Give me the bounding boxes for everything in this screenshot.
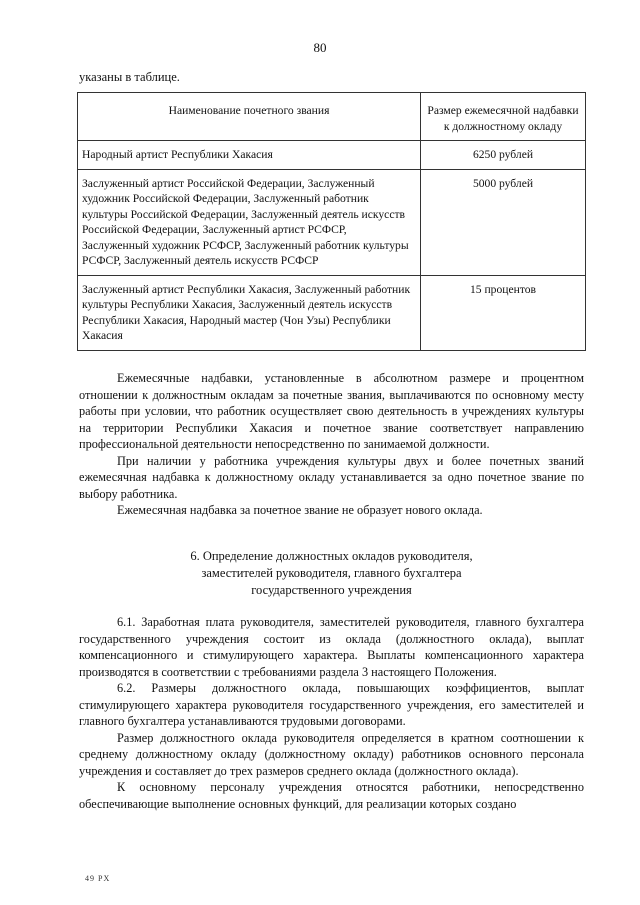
paragraph: Ежемесячные надбавки, установленные в абсолютном размере и процентном отношении к должностным окладам за почетные звания, выплачиваются по основному месту работы при условии, что работник осуществляет свою деятельность в учреждениях культуры на территории Республики Хакасия и почетное звание соответствует направлению профессиональной деятельности непосредственно по занимаемой должности. xyxy=(79,371,584,451)
table-row xyxy=(78,169,586,275)
section-title-line: государственного учреждения xyxy=(251,583,412,597)
paragraph: 6.2. Размеры должностного оклада, повышающих коэффициентов, выплат стимулирующего характера руководителя государственного учреждения, его заместителей и главного бухгалтера устанавливаются трудовыми договорами. xyxy=(79,681,584,728)
section-title-line: 6. Определение должностных окладов руководителя, xyxy=(190,549,473,563)
paragraph: Размер должностного оклада руководителя определяется в кратном соотношении к среднему должностному окладу (должностному окладу) работников основного персонала учреждения и составляет до трех размеров среднего оклада (должностного оклада). xyxy=(79,730,584,778)
paragraph: При наличии у работника учреждения культуры двух и более почетных званий ежемесячная надбавка к должностному окладу устанавливается за одно почетное звание по выбору работника. xyxy=(79,453,584,501)
award-amount-cell: 15 процентов xyxy=(421,275,586,350)
award-name-cell: Заслуженный артист Российской Федерации, Заслуженный художник Российской Федерации, Заслуженный работник культуры Российской Федерации, Заслуженный деятель искусств Российской Федерации, Заслуженный артист РСФСР, Заслуженный художник РСФСР, Заслуженный работник культуры РСФСР, Заслуженный деятель искусств РСФСР xyxy=(78,169,421,275)
paragraph: К основному персоналу учреждения относятся работники, непосредственно обеспечивающие выполнение основных функций, для реализации которых создано xyxy=(79,780,584,811)
body-section-1 xyxy=(79,370,584,519)
award-name-cell: Народный артист Республики Хакасия xyxy=(78,141,421,170)
section-title-line: заместителей руководителя, главного бухгалтера xyxy=(201,566,462,580)
intro-line: указаны в таблице. xyxy=(79,70,180,84)
table-row xyxy=(78,141,586,170)
page-number: 80 xyxy=(313,40,327,55)
award-name-cell: Заслуженный артист Республики Хакасия, Заслуженный работник культуры Республики Хакасия, Заслуженный деятель искусств Республики Хакасия, Народный мастер (Чон Узы) Республики Хакасия xyxy=(78,275,421,350)
header-amount-cell: Размер ежемесячной надбавки к должностному окладу xyxy=(421,93,586,141)
table-header-row xyxy=(78,93,586,141)
table-row xyxy=(78,275,586,350)
header-name-cell: Наименование почетного звания xyxy=(78,93,421,141)
award-amount-cell: 5000 рублей xyxy=(421,169,586,275)
awards-table xyxy=(77,92,586,351)
award-amount-cell: 6250 рублей xyxy=(421,141,586,170)
body-section-2 xyxy=(79,614,584,812)
paragraph: 6.1. Заработная плата руководителя, заместителей руководителя, главного бухгалтера государственного учреждения состоит из оклада (должностного оклада), выплат компенсационного и стимулирующего характера. Выплаты компенсационного характера производятся в соответствии с требованиями раздела 3 настоящего Положения. xyxy=(79,615,584,679)
section-title xyxy=(79,548,584,599)
paragraph: Ежемесячная надбавка за почетное звание не образует нового оклада. xyxy=(117,503,483,517)
footer-mark: 49 PX xyxy=(85,874,111,883)
